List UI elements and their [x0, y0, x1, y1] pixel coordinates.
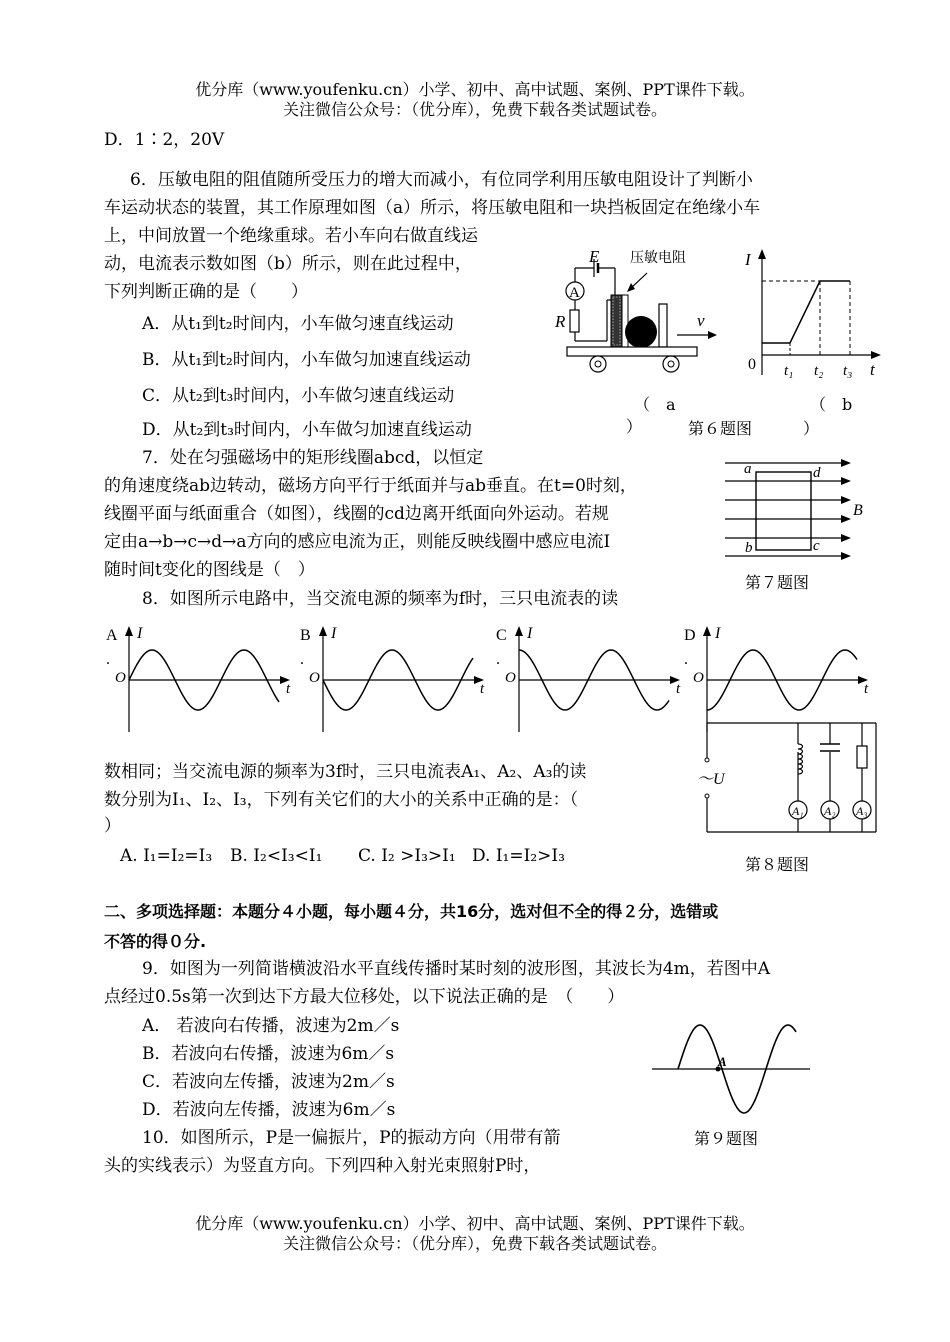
graph-origin: 0	[748, 356, 756, 373]
coil-vertex-c: c	[813, 538, 820, 554]
q8-line-4: ）	[104, 816, 121, 836]
coil-vertex-a: a	[744, 461, 752, 477]
q7-figure-coil	[725, 455, 870, 565]
graph-i-label: I	[137, 625, 143, 642]
q6-fig-a-caption-close: ）	[626, 417, 643, 436]
field-label: B	[853, 502, 863, 519]
resistor-symbol	[857, 746, 867, 768]
baffle-plate	[659, 304, 667, 347]
tick-t1: t₁	[784, 363, 794, 379]
q7-line: 随时间t变化的图线是（ ）	[104, 560, 315, 580]
footer-line-1: 优分库（www.youfenku.cn）小学、初中、高中试题、案例、PPT课件下载。	[195, 1214, 755, 1233]
q8-option-a: A. I₁=I₂=I₃	[120, 846, 213, 866]
q6-line: 6．压敏电阻的阻值随所受压力的增大而减小，有位同学利用压敏电阻设计了判断小	[130, 170, 753, 190]
pressure-resistor	[611, 295, 622, 347]
graph-t-label: t	[864, 681, 869, 697]
q6-fig-b-caption: （ b	[810, 395, 853, 414]
battery-label: E	[589, 247, 600, 266]
q8-line-2: 数相同；当交流电源的频率为3f时，三只电流表A₁、A₂、A₃的读	[104, 762, 587, 782]
q7-graph-b	[298, 622, 493, 737]
graph-t-label: t	[870, 360, 875, 379]
q6-figure-a-cart	[545, 245, 735, 380]
inductor-symbol	[798, 744, 803, 774]
header-line-1: 优分库（www.youfenku.cn）小学、初中、高中试题、案例、PPT课件下载。	[195, 80, 755, 99]
ammeter-a1-label: A₁	[792, 804, 804, 818]
graph-letter: A	[106, 627, 118, 644]
resistor-symbol	[570, 310, 579, 332]
graph-i-label: I	[331, 625, 337, 642]
graph-dot: .	[684, 651, 688, 668]
header-line-2: 关注微信公众号：（优分库），免费下载各类试题试卷。	[282, 100, 667, 119]
q5-option-d: D．1∶2，20V	[104, 130, 225, 150]
section2-heading-line-1: 二、多项选择题：本题分４小题，每小题４分，共16分，选对但不全的得２分，选错或	[104, 902, 719, 921]
tick-t3: t₃	[843, 363, 853, 379]
q8-option-b: B. I₂<I₃<I₁	[230, 846, 323, 866]
graph-dot: .	[106, 651, 110, 668]
graph-t-label: t	[286, 681, 291, 697]
q6-line: 下列判断正确的是（ ）	[104, 282, 308, 302]
cart-body	[567, 347, 697, 356]
q7-line: 定由a→b→c→d→a方向的感应电流为正，则能反映线圈中感应电流I	[104, 532, 611, 552]
q7-line: 7．处在匀强磁场中的矩形线圈abcd，以恒定	[142, 448, 484, 468]
q9-figure-wave	[650, 1018, 820, 1120]
graph-origin: O	[505, 670, 516, 686]
q8-option-d: D. I₁=I₂>I₃	[472, 846, 565, 866]
ammeter-a2-label: A₂	[824, 804, 836, 818]
pressure-resistor-label: 压敏电阻	[630, 251, 686, 266]
graph-letter: B	[300, 627, 311, 644]
graph-t-label: t	[676, 681, 681, 697]
q10-line-1: 10．如图所示，P是一偏振片，P的振动方向（用带有箭	[142, 1128, 561, 1148]
q6-option-b: B．从t₁到t₂时间内，小车做匀加速直线运动	[142, 350, 471, 370]
q9-option-b: B．若波向右传播，波速为6m／s	[142, 1044, 395, 1064]
graph-letter: D	[684, 627, 696, 644]
ac-source-label: ～U	[697, 771, 725, 788]
heavy-ball	[625, 316, 657, 348]
q7-line: 线圈平面与纸面重合（如图），线圈的cd边离开纸面向外运动。若规	[104, 504, 609, 524]
graph-i-label: I	[527, 625, 533, 642]
terminal-dot	[705, 758, 709, 762]
q6-line: 动，电流表示数如图（b）所示，则在此过程中，	[104, 254, 472, 274]
q8-line-1: 8．如图所示电路中，当交流电源的频率为f时，三只电流表的读	[142, 589, 619, 609]
coil-vertex-b: b	[745, 540, 753, 556]
q9-line-1: 9．如图为一列简谐横波沿水平直线传播时某时刻的波形图，其波长为4m，若图中A	[142, 959, 771, 979]
q6-option-a: A．从t₁到t₂时间内，小车做匀速直线运动	[142, 314, 454, 334]
coil-vertex-d: d	[813, 465, 821, 481]
q6-line: 上，中间放置一个绝缘重球。若小车向右做直线运	[104, 226, 478, 246]
q9-option-c: C．若波向左传播，波速为2m／s	[142, 1072, 395, 1092]
section2-heading-line-2: 不答的得０分.	[104, 932, 207, 951]
graph-t-label: t	[480, 681, 485, 697]
q9-option-d: D．若波向左传播，波速为6m／s	[142, 1100, 396, 1120]
tick-t2: t₂	[814, 363, 824, 379]
terminal-dot	[705, 794, 709, 798]
resistor-label: R	[555, 312, 566, 331]
q8-line-3: 数分别为I₁、I₂、I₃，下列有关它们的大小的关系中正确的是：（	[104, 790, 579, 810]
q6-fig-b-caption-close: ）	[803, 419, 820, 438]
q10-line-2: 头的实线表示）为竖直方向。下列四种入射光束照射P时，	[104, 1156, 541, 1176]
q7-graph-a	[104, 622, 299, 737]
q6-figure-b-graph	[740, 245, 885, 385]
graph-origin: O	[115, 670, 126, 686]
graph-i-label: I	[745, 250, 751, 269]
point-a-label: A	[718, 1054, 727, 1069]
magnetic-field-lines	[725, 463, 845, 556]
q8-option-c: C. I₂ >I₃>I₁	[358, 846, 456, 866]
ammeter-a3-label: A₃	[856, 804, 868, 818]
q7-figure-caption: 第７题图	[745, 573, 810, 592]
graph-dot: .	[496, 651, 500, 668]
ammeter-label: A	[569, 285, 580, 301]
q6-fig-a-caption: （ a	[634, 395, 676, 414]
graph-origin: O	[309, 670, 320, 686]
graph-dot: .	[300, 651, 304, 668]
q6-option-c: C．从t₂到t₃时间内，小车做匀速直线运动	[142, 386, 455, 406]
graph-letter: C	[496, 627, 507, 644]
q7-graph-c	[494, 622, 689, 737]
q8-figure-caption: 第８题图	[745, 855, 810, 874]
q8-figure-circuit	[692, 718, 882, 838]
current-curve	[762, 281, 850, 343]
q9-line-2: 点经过0.5s第一次到达下方最大位移处，以下说法正确的是 （ ）	[104, 987, 625, 1007]
q6-option-d: D．从t₂到t₃时间内，小车做匀加速直线运动	[142, 420, 472, 440]
q6-figure-caption: 第６题图	[688, 419, 753, 438]
q7-line: 的角速度绕ab边转动，磁场方向平行于纸面并与ab垂直。在t=0时刻，	[104, 476, 637, 496]
graph-origin: O	[693, 670, 704, 686]
q9-figure-caption: 第９题图	[694, 1129, 759, 1148]
graph-i-label: I	[715, 625, 721, 642]
footer-line-2: 关注微信公众号：（优分库），免费下载各类试题试卷。	[282, 1234, 667, 1253]
q6-line: 车运动状态的装置，其工作原理如图（a）所示，将压敏电阻和一块挡板固定在绝缘小车	[104, 198, 761, 218]
q9-option-a: A． 若波向右传播，波速为2m／s	[142, 1016, 400, 1036]
velocity-label: v	[697, 311, 705, 330]
